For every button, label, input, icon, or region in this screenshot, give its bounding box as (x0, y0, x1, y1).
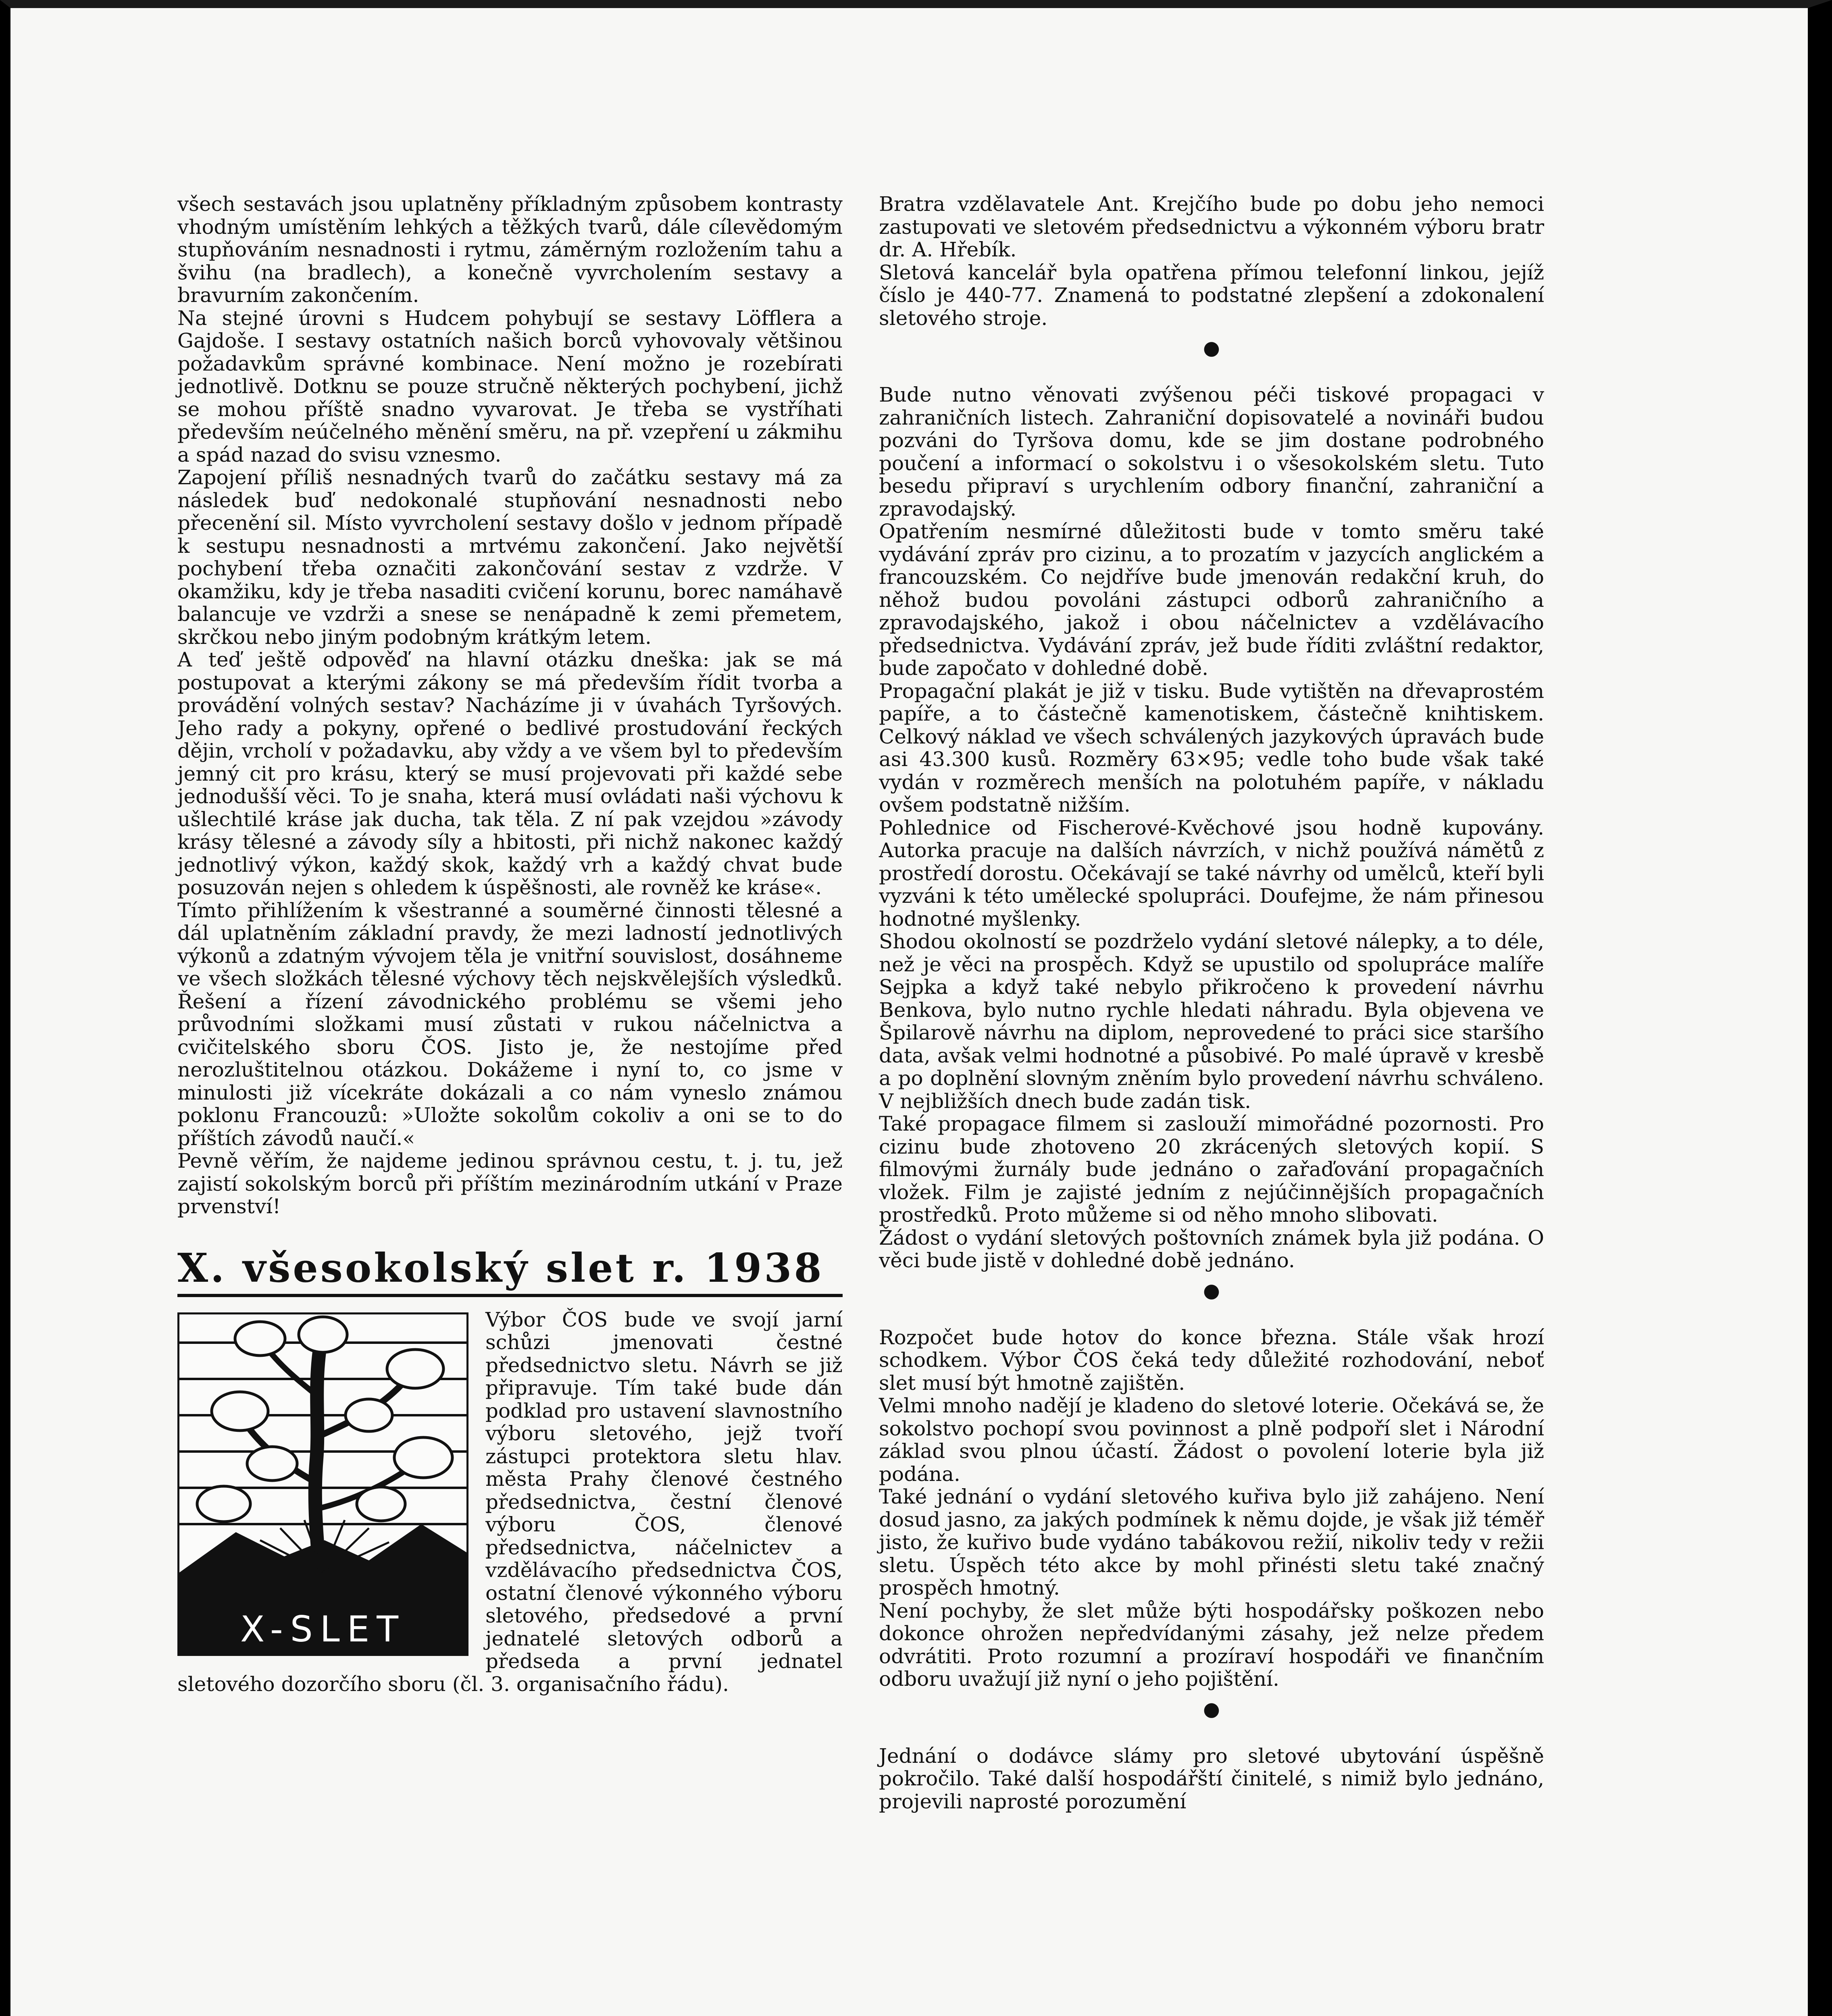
paragraph: Bude nutno věnovati zvýšenou péči tiskové propagaci v zahraničních listech. Zahraniční dopisovatelé a novináři budou pozváni do Tyršova domu, kde se jim dostane podrobného poučení a informací o sokolstvu i o všesokolském sletu. Tuto besedu připraví s urychlením odbory finanční, zahraniční a zpravodajský. (879, 383, 1544, 521)
paragraph: Shodou okolností se pozdrželo vydání sletové nálepky, a to déle, než je věci na prospěch. Když se upustilo od spolupráce malíře Sejpka a když také nebylo přikročeno k provedení návrhu Benkova, bylo nutno rychle hledati náhradu. Byla objevena ve Špilarově návrhu na diplom, neprovedené to práci sice staršího data, avšak velmi hodnotné a působivé. Po malé úpravě v kresbě a po doplnění slovným zněním bylo provedení návrhu schváleno. V nejbližších dnech bude zadán tisk. (879, 930, 1544, 1113)
paragraph: Opatřením nesmírné důležitosti bude v tomto směru také vydávání zpráv pro cizinu, a to prozatím v jazycích anglickém a francouzském. Co nejdříve bude jmenován redakční kruh, do něhož budou povoláni zástupci odborů zahraničního a zpravodajského, jakož i obou náčelnictev a vzdělávacího předsednictva. Vydávání zpráv, jež bude říditi zvláštní redaktor, bude započato v dohledné době. (879, 520, 1544, 680)
right-column (879, 193, 1544, 1813)
tree-drawing (179, 1314, 466, 1609)
paragraph: Také propagace filmem si zaslouží mimořádné pozornosti. Pro cizinu bude zhotoveno 20 zkrácených sletových kopií. S filmovými žurnály bude jednáno o zařaďování propagačních vložek. Film je zajisté jedním z nejúčinnějších propagačních prostředků. Proto můžeme si od něho mnoho slibovati. (879, 1112, 1544, 1227)
paragraph: A teď ještě odpověď na hlavní otázku dneška: jak se má postupovat a kterými zákony se má především řídit tvorba a provádění volných sestav? Nacházíme ji v úvahách Tyršových. Jeho rady a pokyny, opřené o bedlivé prostudování řeckých dějin, vrcholí v požadavku, aby vždy a ve všem byl to především jemný cit pro krásu, který se musí projevovati při každé sebe jednodušší věci. To je snaha, která musí ovládati naši výchovu k ušlechtilé kráse jak ducha, tak těla. Z ní pak vzejdou »závody krásy tělesné a závody síly a hbitosti, při nichž nakonec každý jednotlivý výkon, každý skok, každý vrh a každý chvat bude posuzován nejen s ohledem k úspěšnosti, ale rovněž ke kráse«. (177, 648, 843, 899)
slet-label: X-SLET (179, 1605, 466, 1654)
separator-dot: ● (1203, 1279, 1220, 1302)
paragraph: Velmi mnoho nadějí je kladeno do sletové loterie. Očekává se, že sokolstvo pochopí svou povinnost a plně podpoří slet i Národní základ svou plnou účastí. Žádost o povolení loterie byla již podána. (879, 1394, 1544, 1486)
paragraph: Propagační plakát je již v tisku. Bude vytištěn na dřevaprostém papíře, a to částečně kamenotiskem, částečně knihtiskem. Celkový náklad ve všech schválených jazykových úpravách bude asi 43.300 kusů. Rozměry 63×95; vedle toho bude však také vydán v rozměrech menších na polotuhém papíře, v nákladu ovšem podstatně nižším. (879, 679, 1544, 816)
paragraph: Žádost o vydání sletových poštovních známek byla již podána. O věci bude jistě v dohledné době jednáno. (879, 1226, 1544, 1272)
paragraph: Tímto přihlížením k všestranné a souměrné činnosti tělesné a dál uplatněním základní pravdy, že mezi ladností jednotlivých výkonů a zdatným vývojem těla je vnitřní souvislost, dosáhneme ve všech složkách tělesné výchovy těch nejskvělejších výsledků. Řešení a řízení závodnického problému se všemi jeho průvodními složkami musí zůstati v rukou náčelnictva a cvičitelského sboru ČOS. Jisto je, že nestojíme před nerozluštitelnou otázkou. Dokážeme i nyní to, co jsme v minulosti již vícekráte dokázali a co nám vyneslo známou poklonu Francouzů: »Uložte sokolům cokoliv a oni se to do příštích závodů naučí.« (177, 898, 843, 1150)
paragraph: Jednání o dodávce slámy pro sletové ubytování úspěšně pokročilo. Také další hospodářští činitelé, s nimiž bylo jednáno, projevili naprosté porozumění (879, 1744, 1544, 1813)
separator-dot: ● (1203, 1697, 1220, 1720)
paragraph: Rozpočet bude hotov do konce března. Stále však hrozí schodkem. Výbor ČOS čeká tedy důležité rozhodování, neboť slet musí být hmotně zajištěn. (879, 1325, 1544, 1395)
paragraph: Také jednání o vydání sletového kuřiva bylo již zahájeno. Není dosud jasno, za jakých podmínek k němu dojde, je však již téměř jisto, že kuřivo bude vydáno tabákovou režií, nikoliv tedy v režii sletu. Úspěch této akce by mohl přinésti sletu také značný prospěch hmotný. (879, 1485, 1544, 1599)
paragraph: Pevně věřím, že najdeme jedinou správnou cestu, t. j. tu, jež zajistí sokolským borců při příštím mezinárodním utkání v Praze prvenství! (177, 1149, 843, 1218)
slet-illustration (177, 1312, 468, 1656)
paragraph: Není pochyby, že slet může býti hospodářsky poškozen nebo dokonce ohrožen nepředvídanými zásahy, jež nelze předem odvrátiti. Proto rozumní a prozíraví hospodáři ve finančním odboru uvažují již nyní o jeho pojištění. (879, 1599, 1544, 1691)
section-paragraph: Výbor ČOS bude ve svojí jarní schůzi jmenovati čestné předsednictvo sletu. Návrh se již připravuje. Tím také bude dán podklad pro ustavení slavnostního výboru sletového, jejž tvoří zástupci protektora sletu hlav. města Prahy členové čestného předsednictva, čestní členové výboru ČOS, členové předsednictva, náčelnictev a vzdělávacího předsednictva ČOS, ostatní členové výkonného výboru sletového, předsedové a první jednatelé sletových odborů a předseda a první jednatel sletového dozorčího sboru (čl. 3. organisačního řádu). (177, 1308, 843, 1696)
section-title: X. všesokolský slet r. 1938 (177, 1245, 824, 1291)
paragraph: Pohlednice od Fischerové-Kvěchové jsou hodně kupovány. Autorka pracuje na dalších návrzích, v nichž používá námětů z prostředí dorostu. Očekávají se také návrhy od umělců, kteří byli vyzváni k této umělecké spolupráci. Doufejme, že nám přinesou hodnotné myšlenky. (879, 816, 1544, 931)
paragraph: Na stejné úrovni s Hudcem pohybují se sestavy Löfflera a Gajdoše. I sestavy ostatních našich borců vyhovovaly většinou požadavkům správné kombinace. Není možno je rozebírati jednotlivě. Dotknu se pouze stručně některých pochybení, jichž se mohou příště snadno vyvarovat. Je třeba se vystříhati především neúčelného měnění směru, na př. vzepření u zákmihu a spád nazad do svisu vznesmo. (177, 306, 843, 467)
separator-dot: ● (1203, 337, 1220, 359)
paragraph: Zapojení příliš nesnadných tvarů do začátku sestavy má za následek buď nedokonalé stupňování nesnadnosti nebo přecenění sil. Místo vyvrcholení sestavy došlo v jednom případě k sestupu nesnadnosti a mrtvému zakončení. Jako největší pochybení třeba označiti zakončování sestav z vzdrže. V okamžiku, kdy je třeba nasaditi cvičení korunu, borec namáhavě balancuje ve vzdrži a snese se nenápadně k zemi přemetem, skrčkou nebo jiným podobným krátkým letem. (177, 466, 843, 649)
left-column (177, 193, 843, 1695)
title-rule (177, 1294, 843, 1297)
paragraph: Bratra vzdělavatele Ant. Krejčího bude po dobu jeho nemoci zastupovati ve sletovém předsednictvu a výkonném výboru bratr dr. A. Hřebík. (879, 192, 1544, 261)
paragraph: Sletová kancelář byla opatřena přímou telefonní linkou, jejíž číslo je 440-77. Znamená to podstatné zlepšení a zdokonalení sletového stroje. (879, 260, 1544, 330)
paragraph: všech sestavách jsou uplatněny příkladným způsobem kontrasty vhodným umístěním lehkých a těžkých tvarů, dále cílevědomým stupňováním nesnadnosti i rytmu, záměrným rozložením tahu a švihu (na bradlech), a konečně vyvrcholením sestavy a bravurním zakončením. (177, 192, 843, 307)
